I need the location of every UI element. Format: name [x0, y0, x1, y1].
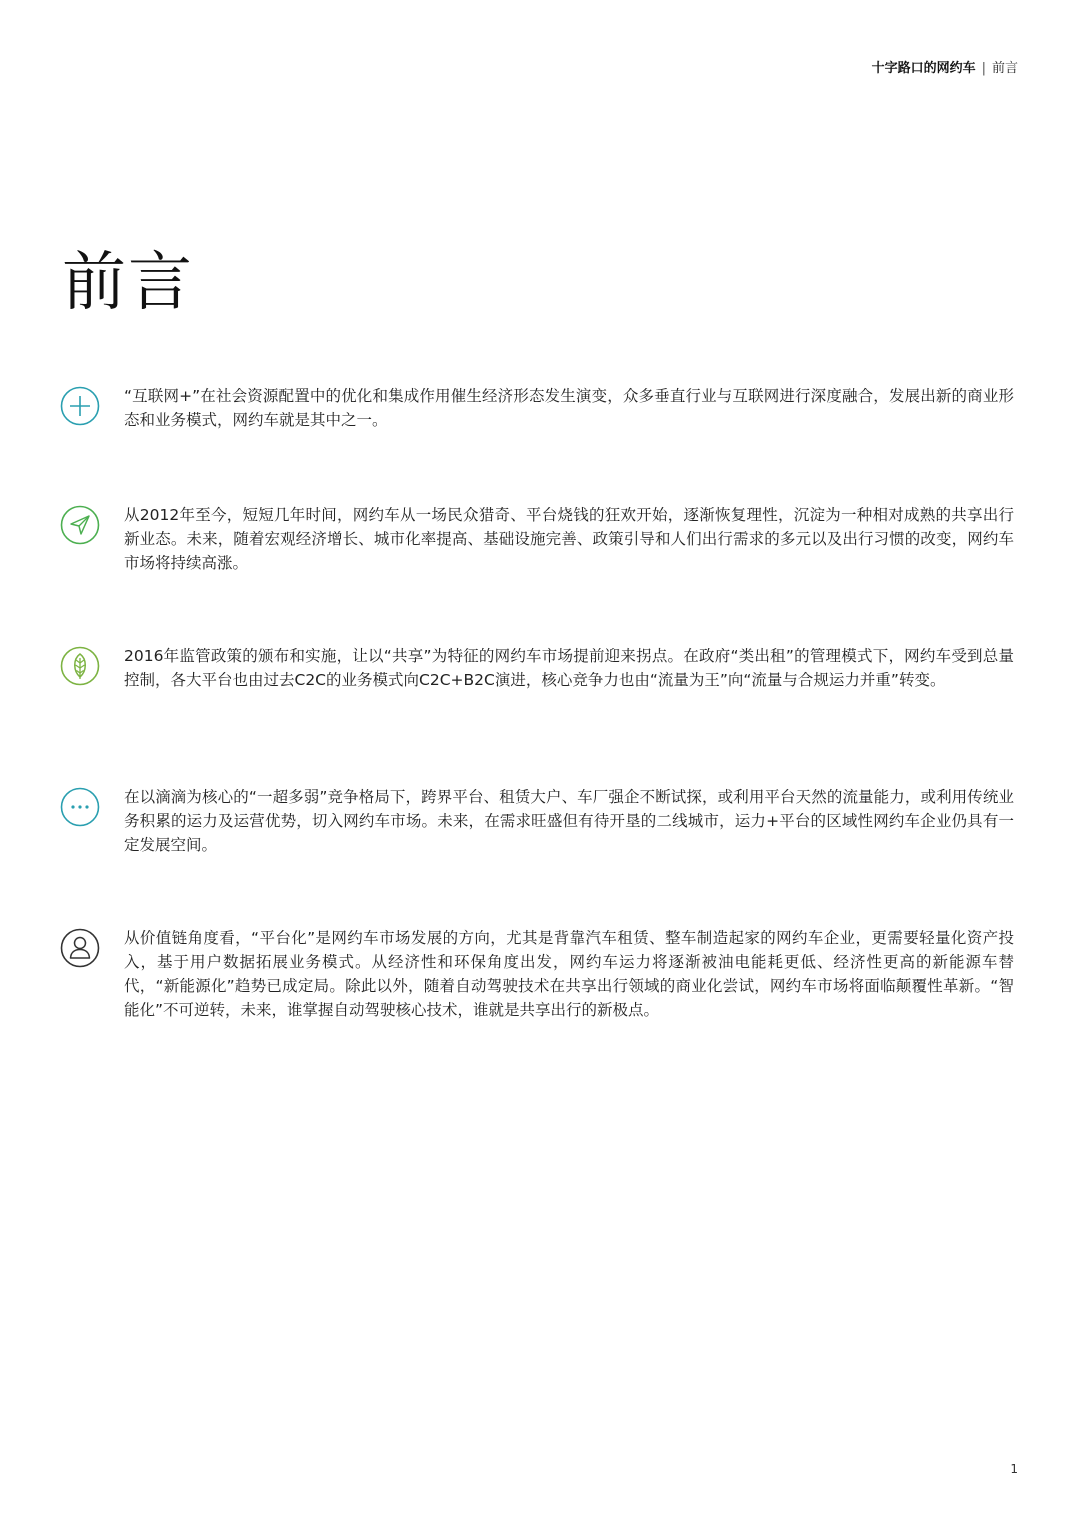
foreword-item-4 — [60, 785, 1018, 885]
foreword-paragraph-3: 2016年监管政策的颁布和实施，让以“共享”为特征的网约车市场提前迎来拐点。在政府“类出租”的管理模式下，网约车受到总量控制，各大平台也由过去C2C的业务模式向C2C+B2C演进，核心竞争力也由“流量为王”向“流量与合规运力并重”转变。 — [124, 647, 1014, 689]
foreword-paragraph-4: 在以滴滴为核心的“一超多弱”竞争格局下，跨界平台、租赁大户、车厂强企不断试探，或利用平台天然的流量能力，或利用传统业务积累的运力及运营优势，切入网约车市场。未来，在需求旺盛但有待开垦的二线城市，运力+平台的区域性网约车企业仍具有一定发展空间。 — [124, 788, 1014, 854]
header-separator: | — [981, 61, 986, 76]
running-header — [872, 60, 1018, 78]
header-section: 前言 — [991, 61, 1018, 76]
foreword-paragraph-5: 从价值链角度看，“平台化”是网约车市场发展的方向，尤其是背靠汽车租赁、整车制造起家的网约车企业，更需要轻量化资产投入，基于用户数据拓展业务模式。从经济性和环保角度出发，网约车运力将逐渐被油电能耗更低、经济性更高的新能源车替代，“新能源化”趋势已成定局。除此以外，随着自动驾驶技术在共享出行领域的商业化尝试，网约车市场将面临颠覆性革新。“智能化”不可逆转，未来，谁掌握自动驾驶核心技术，谁就是共享出行的新极点。 — [124, 929, 1014, 1019]
foreword-item-2 — [60, 503, 1018, 603]
navigation-arrow-icon — [60, 505, 100, 545]
report-title: 十字路口的网约车 — [871, 61, 976, 76]
foreword-item-3 — [60, 644, 1018, 744]
leaf-icon — [60, 646, 100, 686]
ellipsis-circle-icon — [60, 787, 100, 827]
plus-circle-icon — [60, 386, 100, 426]
page-title: 前言 — [62, 246, 194, 320]
foreword-paragraph-2: 从2012年至今，短短几年时间，网约车从一场民众猎奇、平台烧钱的狂欢开始，逐渐恢复理性，沉淀为一种相对成熟的共享出行新业态。未来，随着宏观经济增长、城市化率提高、基础设施完善、政策引导和人们出行需求的多元以及出行习惯的改变，网约车市场将持续高涨。 — [124, 506, 1014, 572]
foreword-paragraph-1: “互联网+”在社会资源配置中的优化和集成作用催生经济形态发生演变，众多垂直行业与互联网进行深度融合，发展出新的商业形态和业务模式，网约车就是其中之一。 — [124, 387, 1014, 429]
page-number: 1 — [1010, 1462, 1018, 1476]
foreword-item-5 — [60, 926, 1018, 1026]
foreword-item-1 — [60, 384, 1018, 484]
user-circle-icon — [60, 928, 100, 968]
